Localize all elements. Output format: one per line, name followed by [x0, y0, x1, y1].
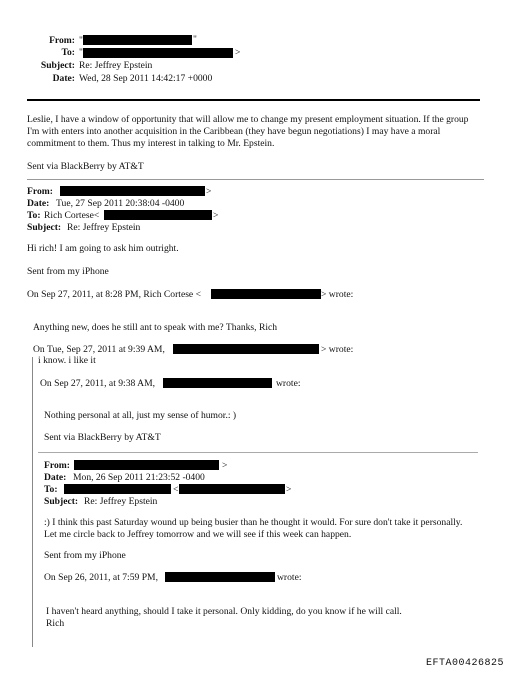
subject-label: Subject:	[40, 60, 75, 71]
date-value: Wed, 28 Sep 2011 14:42:17 +0000	[79, 73, 213, 84]
from-label: From:	[49, 35, 75, 46]
msg2-date-value: Tue, 27 Sep 2011 20:38:04 -0400	[56, 198, 185, 209]
msg2-to-value: Rich Cortese<	[44, 210, 100, 221]
to-quote-open: "	[79, 47, 83, 58]
from-quote-close: "	[193, 34, 197, 45]
body-signature: Sent via BlackBerry by AT&T	[27, 161, 144, 172]
msg2-greeting: Hi rich! I am going to ask him outright.	[27, 243, 179, 254]
msg4-paragraph: :) I think this past Saturday wound up being busier than he thought it would. For sure don't take it personally. Let me circle back to Jeffrey tomorrow and we will see if this week can happen.	[44, 517, 463, 541]
msg4-quote-wrote: wrote:	[277, 572, 302, 583]
to-label: To:	[61, 47, 75, 58]
redaction-block	[60, 186, 205, 196]
msg2-date-label: Date:	[27, 198, 50, 209]
redaction-block	[104, 210, 212, 220]
redaction-block	[211, 289, 321, 299]
msg2-quote-intro: On Sep 27, 2011, at 8:28 PM, Rich Cortese <	[27, 289, 202, 300]
subject-value: Re: Jeffrey Epstein	[79, 60, 153, 71]
msg4-to-label: To:	[44, 484, 58, 495]
bates-number: EFTA00426825	[425, 658, 504, 669]
msg2-from-close: >	[206, 186, 212, 197]
to-bracket-close: >	[235, 47, 241, 58]
redaction-block	[179, 484, 285, 494]
msg2-signature: Sent from my iPhone	[27, 266, 109, 277]
msg4-from-label: From:	[44, 460, 70, 471]
msg4-final-signature: Rich	[46, 618, 65, 629]
msg3-quote-wrote: > wrote:	[321, 344, 354, 355]
redaction-block	[83, 48, 233, 58]
msg3-inner-text: Nothing personal at all, just my sense of humor.: )	[44, 410, 237, 421]
msg4-quote-intro: On Sep 26, 2011, at 7:59 PM,	[44, 572, 158, 583]
redaction-block	[83, 35, 192, 45]
msg4-subject-label: Subject:	[44, 496, 79, 507]
msg2-to-close: >	[213, 210, 219, 221]
body-paragraph: Leslie, I have a window of opportunity that will allow me to change my present employment situation. If the group I'm with enters into another acquisition in the Caribbean (they have begun negotiations) I may have a moral commitment to them. Thus my interest in talking to Mr. Epstein.	[27, 114, 469, 150]
msg4-from-close: >	[222, 460, 228, 471]
msg3-quote-intro: On Tue, Sep 27, 2011 at 9:39 AM,	[33, 344, 165, 355]
msg3-text: Anything new, does he still ant to speak with me? Thanks, Rich	[33, 322, 278, 333]
from-quote-open: "	[79, 35, 83, 46]
msg4-subject-value: Re: Jeffrey Epstein	[84, 496, 158, 507]
msg4-to-open: <	[173, 484, 179, 495]
msg4-final-text: I haven't heard anything, should I take it personal. Only kidding, do you know if he will call.	[46, 606, 402, 617]
redaction-block	[165, 572, 275, 582]
msg4-to-close: >	[286, 484, 292, 495]
msg3-inner-quote-intro: On Sep 27, 2011, at 9:38 AM,	[40, 378, 156, 389]
date-label: Date:	[52, 73, 75, 84]
msg4-date-label: Date:	[44, 472, 67, 483]
msg2-subject-label: Subject:	[27, 222, 62, 233]
msg4-signature: Sent from my iPhone	[44, 550, 126, 561]
msg2-to-label: To:	[27, 210, 41, 221]
msg2-subject-value: Re: Jeffrey Epstein	[67, 222, 141, 233]
header-divider	[27, 99, 480, 101]
msg4-date-value: Mon, 26 Sep 2011 21:23:52 -0400	[73, 472, 205, 483]
msg3-reply-text: i know. i like it	[38, 355, 96, 366]
redaction-block	[64, 484, 171, 494]
msg3-inner-quote-wrote: wrote:	[276, 378, 301, 389]
msg2-quote-wrote: > wrote:	[321, 289, 354, 300]
message-divider	[27, 179, 484, 180]
quote-bar-outer	[32, 357, 33, 647]
msg2-from-label: From:	[27, 186, 53, 197]
redaction-block	[163, 378, 272, 388]
redaction-block	[74, 460, 219, 470]
msg3-inner-signature: Sent via BlackBerry by AT&T	[44, 432, 161, 443]
redaction-block	[173, 344, 319, 354]
message-divider	[38, 452, 478, 453]
